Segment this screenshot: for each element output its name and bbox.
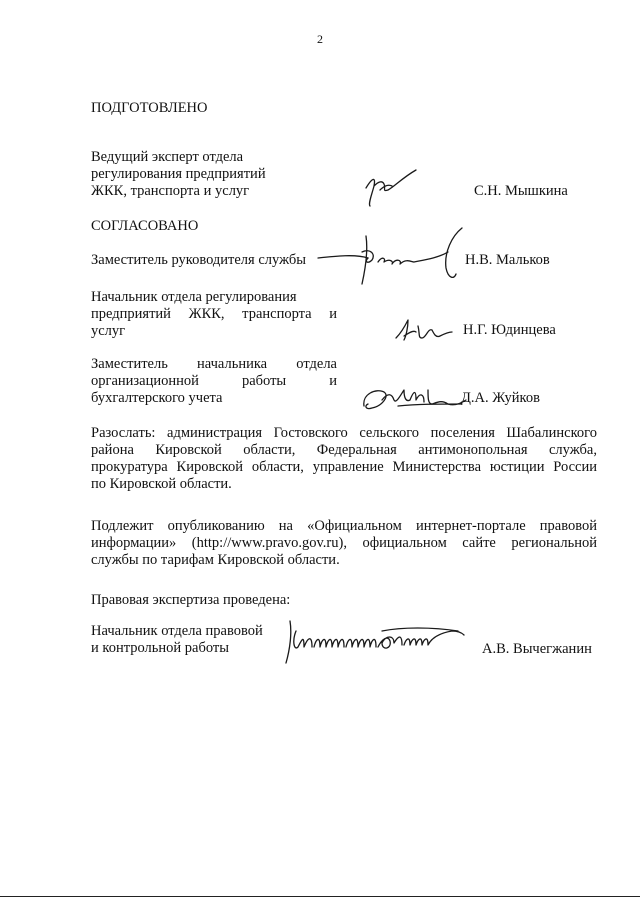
agreed-signer-1-position: Заместитель руководителя службы bbox=[91, 252, 307, 268]
page-bottom-rule bbox=[0, 896, 640, 897]
legal-review-name: А.В. Вычегжанин bbox=[482, 641, 592, 657]
agreed-signer-3-position-line-2: организационной работы и bbox=[91, 373, 337, 389]
distribution-line-2: района Кировской области, Федеральная антимонопольная служба, bbox=[91, 442, 597, 458]
agreed-signer-3-position bbox=[91, 356, 337, 407]
legal-review-position bbox=[91, 623, 263, 657]
distribution-paragraph bbox=[91, 425, 597, 493]
prepared-heading: ПОДГОТОВЛЕНО bbox=[91, 100, 208, 116]
legal-review-position-line-2: и контрольной работы bbox=[91, 640, 229, 656]
publication-line-2: информации» (http://www.pravo.gov.ru), официальном сайте региональной bbox=[91, 535, 597, 551]
distribution-line-1: Разослать: администрация Гостовского сельского поселения Шабалинского bbox=[91, 425, 597, 441]
page-number: 2 bbox=[317, 32, 323, 46]
prepared-position bbox=[91, 149, 266, 200]
legal-review-position-line-1: Начальник отдела правовой bbox=[91, 623, 263, 639]
prepared-name: С.Н. Мышкина bbox=[474, 183, 568, 199]
agreed-signer-3-position-line-3: бухгалтерского учета bbox=[91, 390, 223, 406]
prepared-position-line-2: регулирования предприятий bbox=[91, 166, 266, 182]
agreed-signer-2-position bbox=[91, 289, 337, 340]
agreed-signer-3-name: Д.А. Жуйков bbox=[461, 390, 540, 406]
agreed-signer-3-position-line-1: Заместитель начальника отдела bbox=[91, 356, 337, 372]
prepared-position-line-1: Ведущий эксперт отдела bbox=[91, 149, 244, 165]
agreed-signer-1-name: Н.В. Мальков bbox=[465, 252, 550, 268]
signature-malkov bbox=[316, 222, 466, 292]
publication-line-3: службы по тарифам Кировской области. bbox=[91, 552, 340, 568]
distribution-line-3: прокуратура Кировской области, управление Министерства юстиции России bbox=[91, 459, 597, 475]
legal-review-line: Правовая экспертиза проведена: bbox=[91, 592, 291, 608]
signature-yudintseva bbox=[392, 314, 462, 344]
agreed-signer-2-position-line-3: услуг bbox=[91, 323, 126, 339]
signature-vychegzhanin bbox=[282, 617, 472, 667]
signature-myshkina bbox=[358, 160, 418, 210]
publication-line-1: Подлежит опубликованию на «Официальном интернет-портале правовой bbox=[91, 518, 597, 534]
signature-zhuykov bbox=[358, 382, 468, 414]
distribution-line-4: по Кировской области. bbox=[91, 476, 232, 492]
prepared-position-line-3: ЖКК, транспорта и услуг bbox=[91, 183, 250, 199]
publication-paragraph bbox=[91, 518, 597, 569]
agreed-signer-2-name: Н.Г. Юдинцева bbox=[463, 322, 556, 338]
agreed-heading: СОГЛАСОВАНО bbox=[91, 218, 199, 234]
agreed-signer-2-position-line-1: Начальник отдела регулирования bbox=[91, 289, 297, 305]
agreed-signer-2-position-line-2: предприятий ЖКК, транспорта и bbox=[91, 306, 337, 322]
